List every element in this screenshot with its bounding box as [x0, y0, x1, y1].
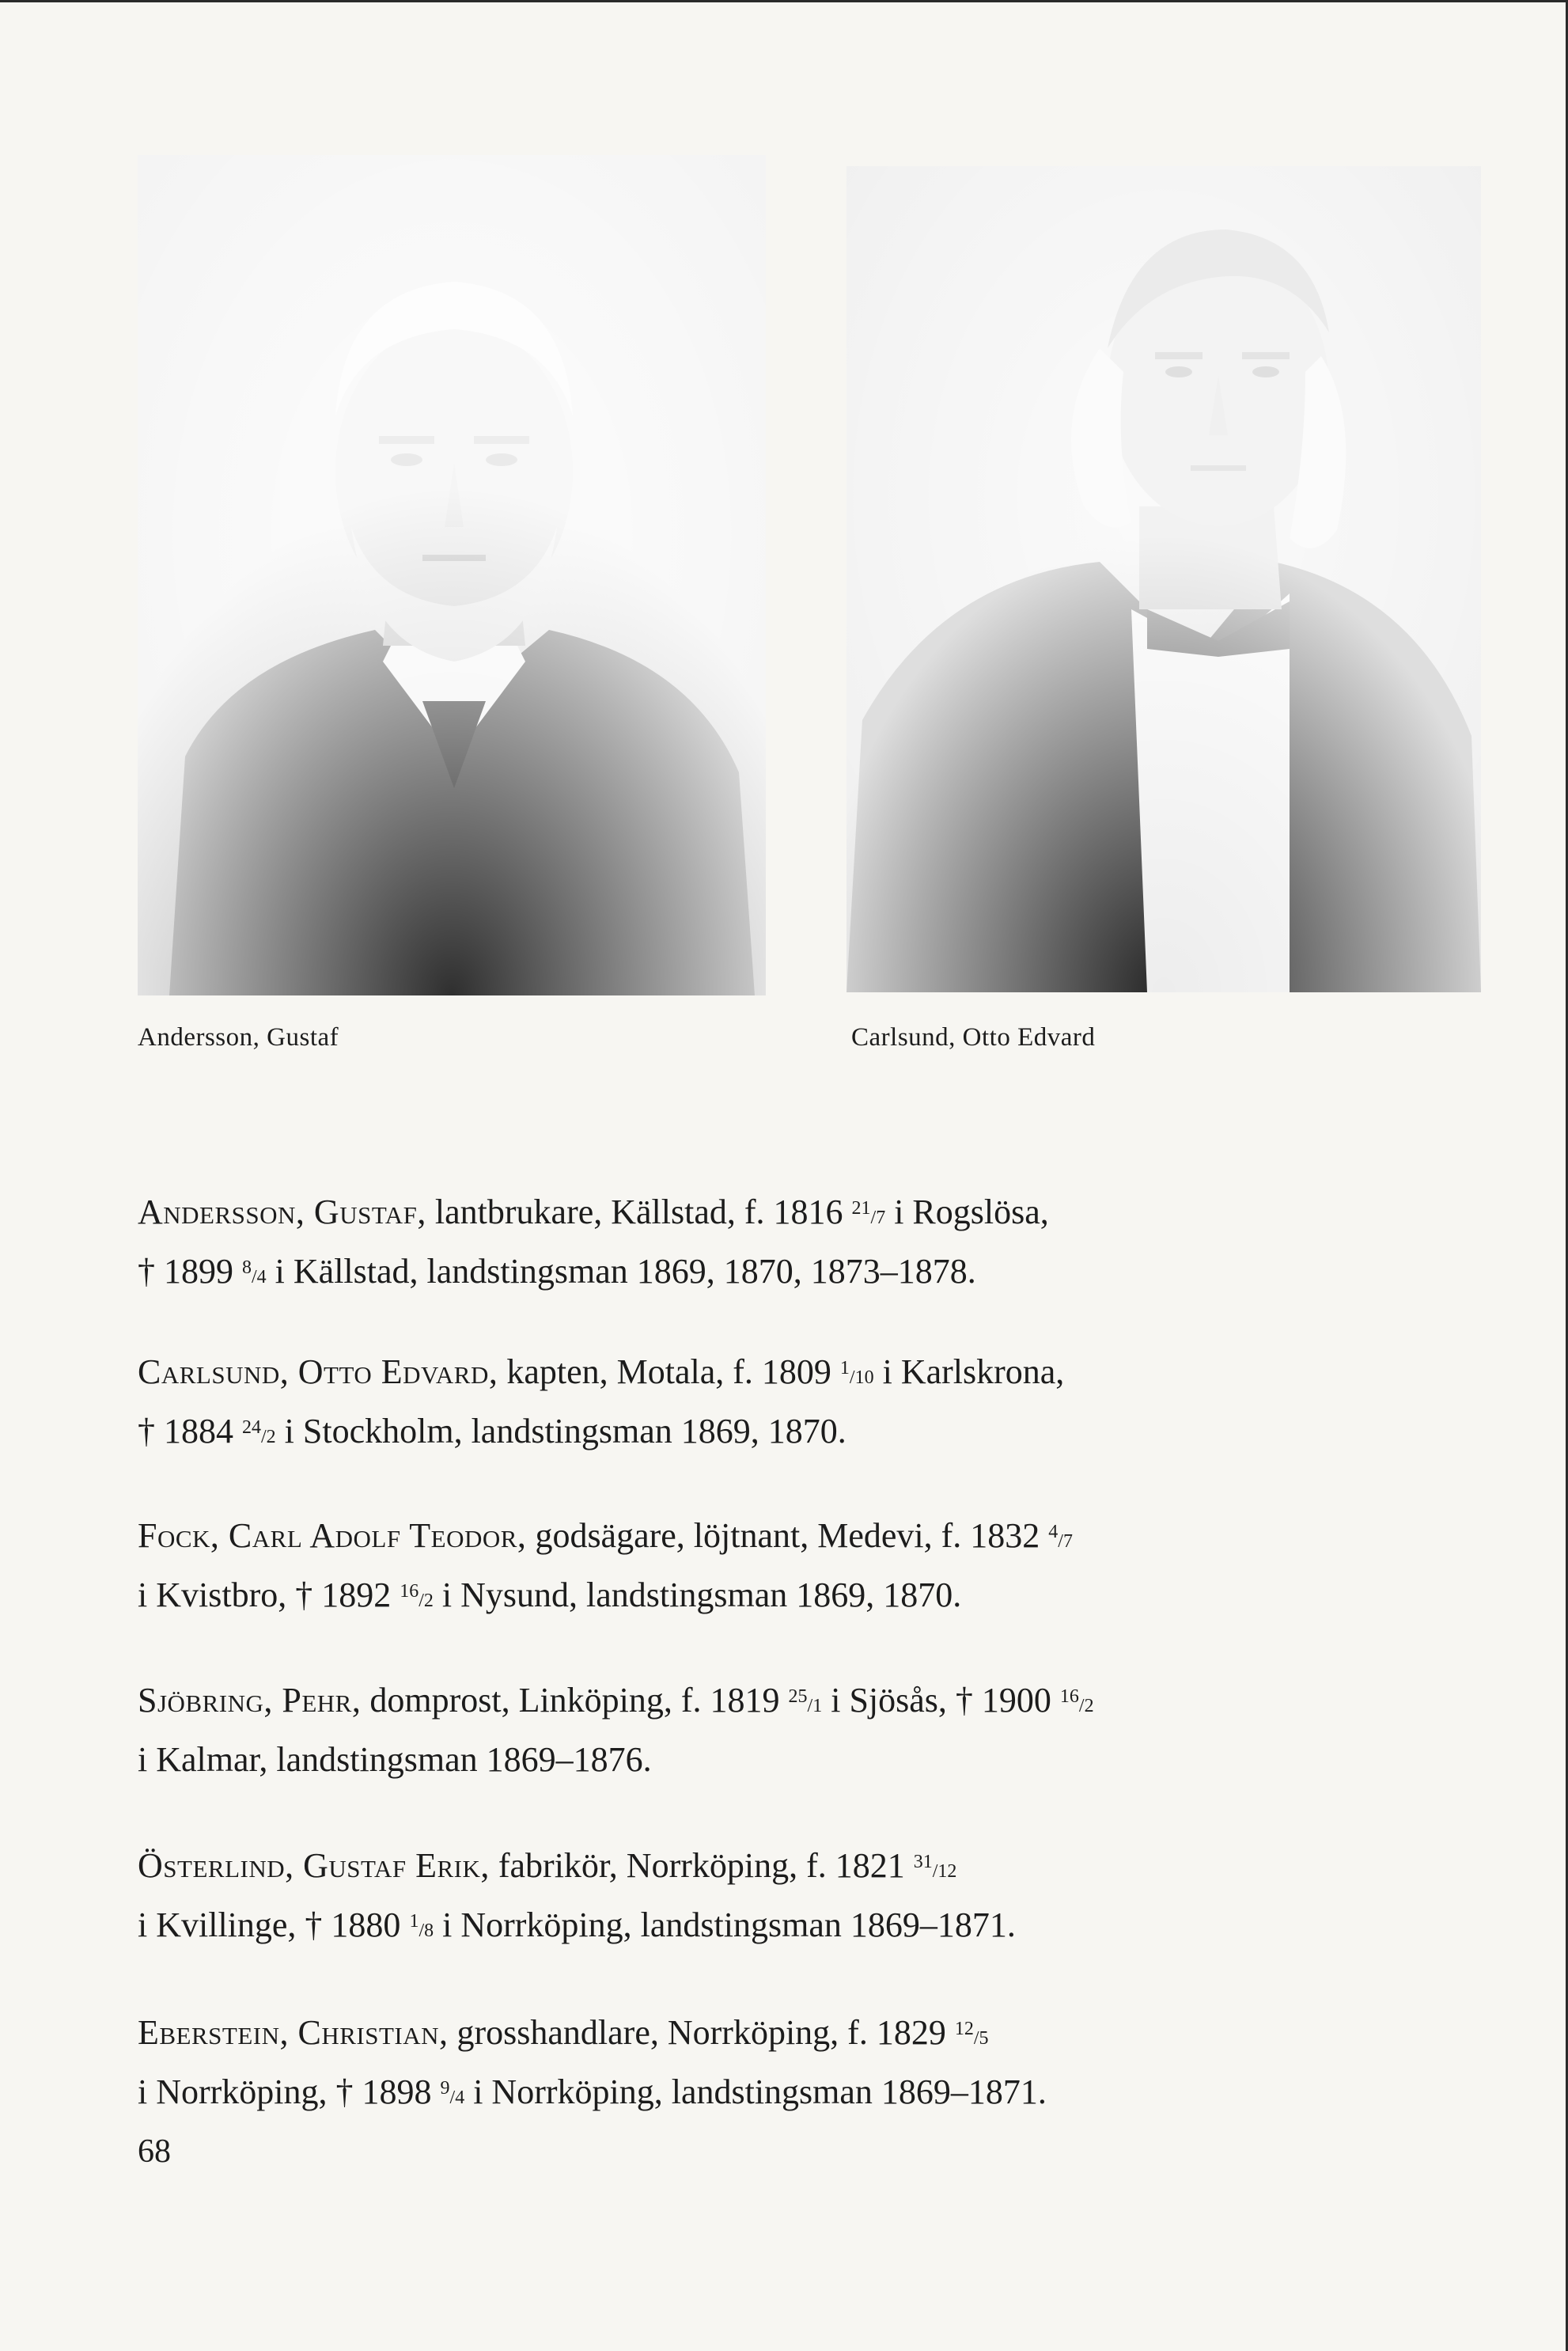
entry-line-2: [138, 1733, 1483, 1786]
entry-text: kapten, Motala, f. 1809: [498, 1352, 840, 1391]
date-month: /4: [252, 1267, 267, 1287]
date-day: 16: [400, 1581, 419, 1602]
date-day: 16: [1059, 1686, 1079, 1707]
entry-line-1: [138, 1509, 1483, 1568]
entry-line-1: [138, 1185, 1483, 1245]
entry-text: lantbrukare, Källstad, f. 1816: [426, 1193, 852, 1231]
date-month: /7: [1058, 1531, 1073, 1552]
date-month: /7: [870, 1208, 886, 1228]
biography-entry-sjobring: [138, 1674, 1483, 1786]
portrait-andersson-gustaf: [138, 155, 766, 995]
date-month: /5: [973, 2028, 989, 2049]
entry-line-2: [138, 2065, 1483, 2125]
date-month: /2: [261, 1427, 276, 1447]
entry-text: i Kvillinge, † 1880: [138, 1905, 410, 1944]
entry-line-2: [138, 1245, 1483, 1304]
date-month: /10: [849, 1367, 874, 1388]
entry-line-2: [138, 1405, 1483, 1464]
date-day: 25: [788, 1686, 808, 1707]
entry-line-1: [138, 1839, 1483, 1898]
date-day: 1: [409, 1911, 419, 1932]
entry-line-1: [138, 1674, 1483, 1733]
entry-name: Eberstein, Christian,: [138, 2013, 449, 2052]
date-month: /12: [932, 1861, 957, 1882]
entry-text: i Karlskrona,: [873, 1352, 1065, 1391]
entry-text: i Kvistbro, † 1892: [138, 1576, 400, 1614]
entry-text: grosshandlare, Norrköping, f. 1829: [448, 2013, 955, 2052]
entry-line-1: [138, 1345, 1483, 1405]
biography-entry-eberstein: [138, 2006, 1483, 2125]
entry-text: i Stockholm, landstingsman 1869, 1870.: [275, 1412, 846, 1450]
entry-line-1: [138, 2006, 1483, 2065]
date-month: /4: [449, 2087, 465, 2108]
entry-text: i Norrköping, † 1898: [138, 2072, 441, 2111]
entry-name: Andersson, Gustaf,: [138, 1193, 426, 1231]
entry-text: i Nysund, landstingsman 1869, 1870.: [433, 1576, 962, 1614]
entry-text: domprost, Linköping, f. 1819: [361, 1681, 789, 1720]
portrait-caption-carlsund: Carlsund, Otto Edvard: [851, 1023, 1096, 1052]
biography-entry-fock: [138, 1509, 1483, 1628]
date-day: 12: [954, 2019, 974, 2039]
date-day: 4: [1048, 1522, 1059, 1542]
entry-text: godsägare, löjtnant, Medevi, f. 1832: [526, 1516, 1049, 1555]
portrait-carlsund-otto-edvard: [846, 166, 1481, 992]
entry-name: Sjöbring, Pehr,: [138, 1681, 362, 1720]
entry-text: fabrikör, Norrköping, f. 1821: [489, 1846, 914, 1885]
entry-name: Österlind, Gustaf Erik,: [138, 1846, 490, 1885]
biography-entry-andersson: [138, 1185, 1483, 1304]
entry-text: i Källstad, landstingsman 1869, 1870, 1873–1878.: [266, 1252, 976, 1291]
date-day: 1: [839, 1358, 850, 1378]
entry-text: † 1884: [138, 1412, 242, 1450]
date-month: /2: [1078, 1696, 1094, 1716]
date-month: /8: [419, 1921, 434, 1941]
entry-text: i Norrköping, landstingsman 1869–1871.: [464, 2072, 1047, 2111]
entry-text: i Kalmar, landstingsman 1869–1876.: [138, 1740, 652, 1779]
entry-text: i Sjösås, † 1900: [822, 1681, 1060, 1720]
entry-line-2: [138, 1568, 1483, 1628]
date-day: 21: [851, 1198, 871, 1219]
biography-entry-carlsund: [138, 1345, 1483, 1464]
entry-name: Carlsund, Otto Edvard,: [138, 1352, 498, 1391]
date-month: /2: [419, 1591, 434, 1611]
portrait-carlsund-image: [846, 166, 1481, 992]
entry-text: i Rogslösa,: [885, 1193, 1049, 1231]
date-day: 31: [913, 1852, 933, 1872]
entry-text: † 1899: [138, 1252, 242, 1291]
date-month: /1: [807, 1696, 823, 1716]
portrait-andersson-image: [138, 155, 766, 995]
date-day: 9: [440, 2078, 450, 2099]
date-day: 8: [242, 1257, 252, 1278]
page-number: 68: [138, 2133, 171, 2170]
entry-line-2: [138, 1898, 1483, 1958]
entry-name: Fock, Carl Adolf Teodor,: [138, 1516, 527, 1555]
entry-text: i Norrköping, landstingsman 1869–1871.: [434, 1905, 1016, 1944]
portrait-caption-andersson: Andersson, Gustaf: [138, 1023, 339, 1052]
date-day: 24: [242, 1417, 261, 1438]
biography-entry-osterlind: [138, 1839, 1483, 1958]
